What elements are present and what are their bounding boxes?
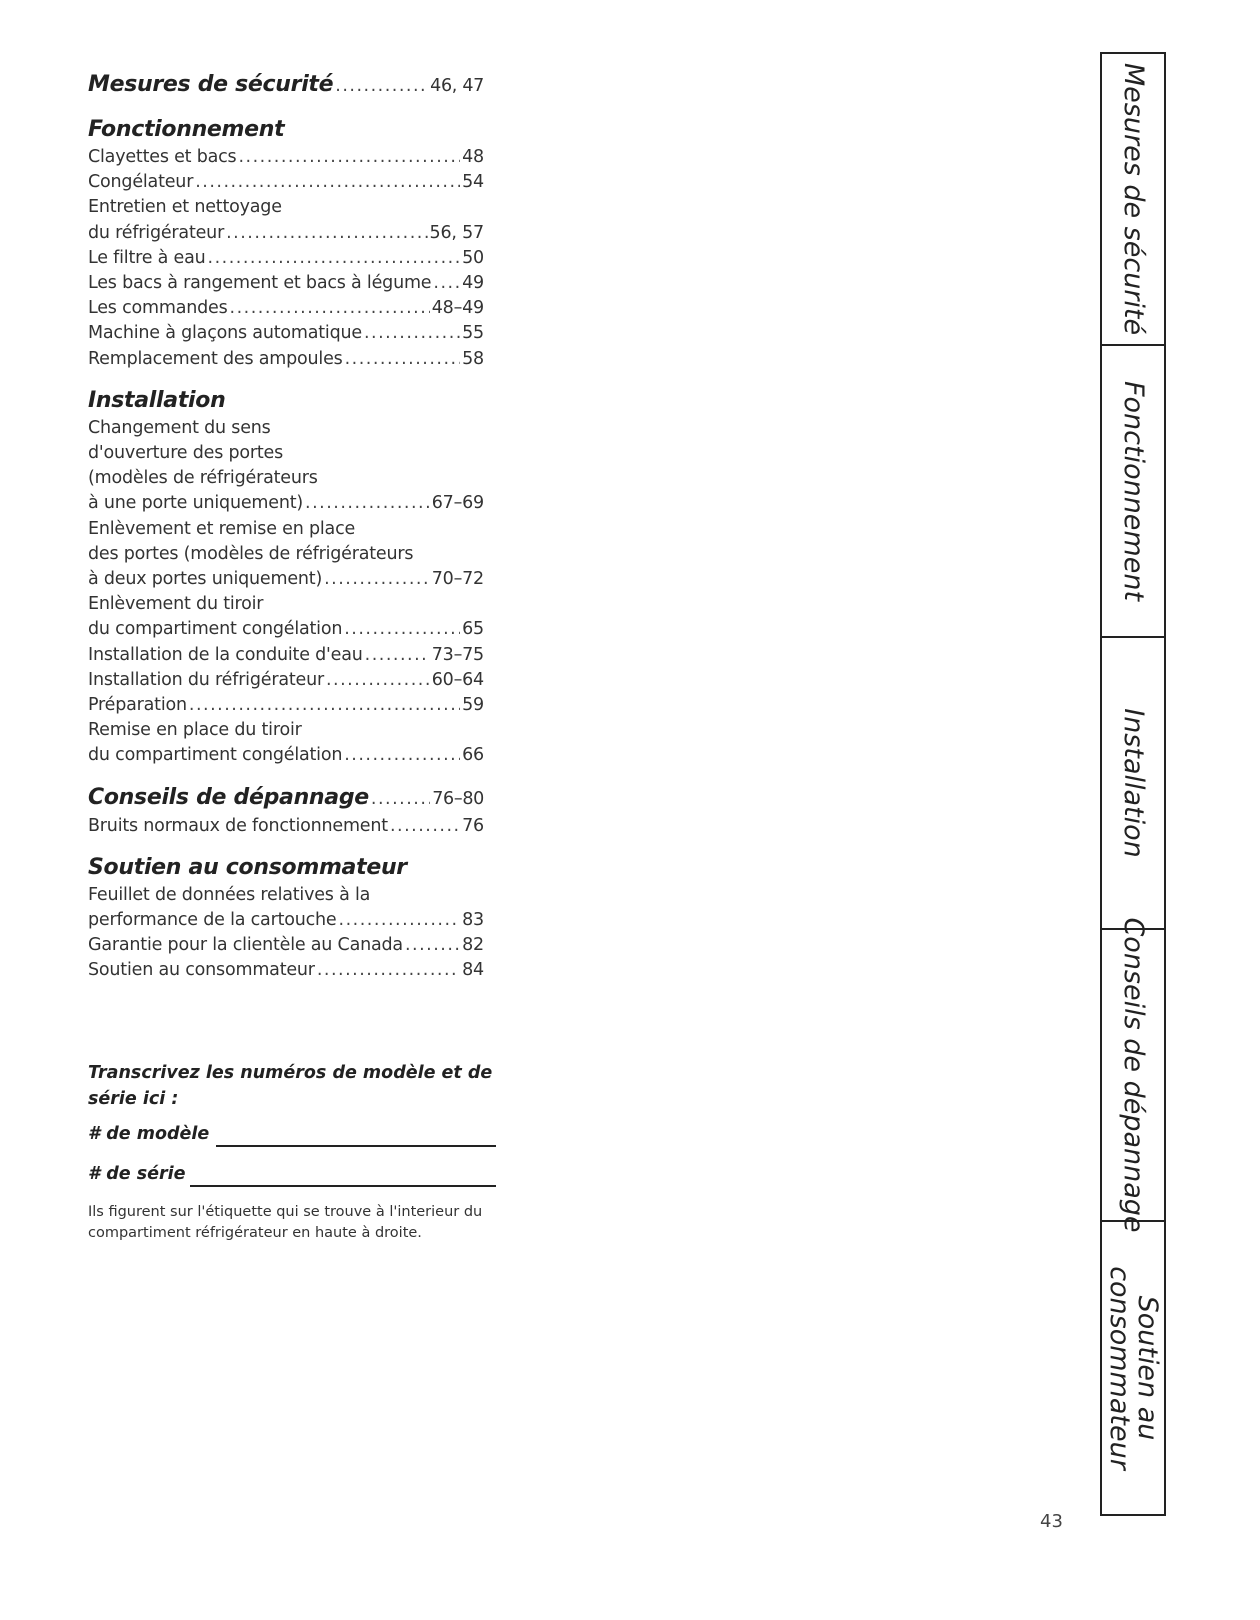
toc-heading-safety[interactable] — [88, 70, 484, 101]
toc-entry — [88, 416, 484, 441]
toc-entry-label: Enlèvement du tiroir — [88, 594, 264, 615]
toc-page-ref: 67–69 — [431, 493, 484, 514]
dot-leader — [339, 908, 461, 933]
toc-entry — [88, 441, 484, 466]
toc-page-ref: 82 — [462, 935, 484, 956]
tab-label — [1105, 1266, 1161, 1470]
toc-page-ref: 48 — [462, 147, 484, 167]
toc-entry[interactable] — [88, 643, 484, 668]
toc-entry-label: performance de la cartouche — [88, 910, 337, 931]
dot-leader — [238, 145, 460, 170]
toc-heading-troubleshooting[interactable] — [88, 783, 484, 814]
model-number-row — [88, 1118, 528, 1152]
dot-leader — [371, 784, 430, 814]
tab-safety[interactable] — [1102, 54, 1164, 346]
model-number-label: # de modèle — [88, 1124, 210, 1144]
tab-label-line: Mesures de sécurité — [1118, 62, 1149, 336]
toc-entry[interactable] — [88, 693, 484, 718]
toc-entry-list — [88, 416, 484, 769]
dot-leader — [317, 958, 460, 983]
toc-entry[interactable] — [88, 743, 484, 768]
toc-page-ref: 76–80 — [432, 788, 484, 809]
dot-leader — [195, 170, 460, 195]
toc-page-ref: 58 — [462, 348, 484, 369]
toc-entry[interactable] — [88, 271, 484, 296]
dot-leader — [335, 71, 428, 101]
toc-entry[interactable] — [88, 617, 484, 642]
toc-entry-list — [88, 883, 484, 984]
toc-page-ref: 59 — [462, 695, 484, 716]
toc-page-ref: 83 — [462, 910, 484, 931]
dot-leader — [365, 643, 430, 668]
toc-entry — [88, 466, 484, 491]
toc-entry[interactable] — [88, 958, 484, 983]
dot-leader — [390, 814, 460, 839]
toc-page-ref: 54 — [462, 172, 484, 193]
toc-entry-list — [88, 145, 484, 372]
tab-label-line: Conseils de dépannage — [1118, 917, 1149, 1233]
toc-entry[interactable] — [88, 221, 484, 246]
toc-entry-label: Congélateur — [88, 172, 194, 193]
toc-page-ref: 50 — [462, 247, 484, 268]
toc-entry — [88, 592, 484, 617]
toc-entry-label: Les commandes — [88, 298, 228, 319]
toc-section-consumer — [88, 853, 484, 984]
tab-label-line: Installation — [1118, 708, 1149, 858]
toc-entry[interactable] — [88, 933, 484, 958]
serial-number-row — [88, 1158, 528, 1192]
toc-entry-label: Machine à glaçons automatique — [88, 323, 362, 344]
record-note: Ils figurent sur l'étiquette qui se trouve à l'interieur du compartiment réfrigérateur en haute à droite. — [88, 1204, 483, 1241]
toc-entry[interactable] — [88, 908, 484, 933]
toc-entry-label: Changement du sens — [88, 417, 271, 438]
toc-section-troubleshooting — [88, 783, 484, 839]
dot-leader — [364, 321, 460, 346]
toc-section-operating — [88, 115, 484, 372]
model-serial-record — [88, 1060, 528, 1244]
dot-leader — [230, 296, 430, 321]
toc-page-ref: 48–49 — [431, 298, 484, 319]
table-of-contents — [88, 70, 484, 998]
dot-leader — [345, 347, 461, 372]
toc-entry-label: Garantie pour la clientèle au Canada — [88, 935, 403, 956]
toc-entry-label: à deux portes uniquement) — [88, 569, 323, 590]
toc-page-ref: 56, 57 — [429, 222, 484, 243]
toc-entry — [88, 542, 484, 567]
toc-heading-label: Soutien au consommateur — [88, 854, 407, 880]
toc-entry-label: du réfrigérateur — [88, 222, 225, 243]
dot-leader — [189, 693, 460, 718]
toc-entry[interactable] — [88, 246, 484, 271]
tab-label-line: Fonctionnement — [1118, 380, 1149, 602]
dot-leader — [226, 221, 427, 246]
toc-entry — [88, 883, 484, 908]
toc-entry-label: Enlèvement et remise en place — [88, 518, 356, 539]
toc-entry-label: à une porte uniquement) — [88, 493, 304, 514]
toc-heading-label: Mesures de sécurité — [88, 72, 334, 97]
toc-page-ref: 55 — [462, 323, 484, 344]
toc-entry-list — [88, 814, 484, 839]
dot-leader — [324, 567, 430, 592]
toc-heading-installation[interactable] — [88, 386, 484, 416]
toc-entry — [88, 517, 484, 542]
toc-heading-label: Conseils de dépannage — [88, 784, 369, 810]
dot-leader — [344, 743, 460, 768]
toc-entry-label: Remise en place du tiroir — [88, 720, 302, 741]
toc-entry-label: Entretien et nettoyage — [88, 197, 282, 218]
toc-page-ref: 76 — [462, 815, 484, 836]
serial-number-label: # de série — [88, 1164, 186, 1184]
section-tabs — [1100, 52, 1166, 1516]
tab-label — [1119, 381, 1147, 601]
toc-entry-label: Les bacs à rangement et bacs à légume — [88, 273, 432, 294]
toc-entry[interactable] — [88, 668, 484, 693]
tab-troubleshooting[interactable] — [1102, 917, 1164, 1233]
toc-entry[interactable] — [88, 347, 484, 372]
toc-section-installation — [88, 386, 484, 769]
tab-label-line: consommateur — [1104, 1266, 1135, 1470]
toc-entry-label: Installation du réfrigérateur — [88, 669, 324, 690]
toc-entry-label: Remplacement des ampoules — [88, 348, 343, 369]
toc-entry-label: du compartiment congélation — [88, 745, 343, 766]
tab-label — [1119, 63, 1147, 335]
dot-leader — [344, 617, 460, 642]
tab-label — [1119, 708, 1147, 858]
dot-leader — [405, 933, 460, 958]
dot-leader — [326, 668, 430, 693]
page-number: 43 — [1040, 1511, 1063, 1532]
toc-page-ref: 49 — [462, 273, 484, 294]
toc-entry-label: d'ouverture des portes — [88, 443, 284, 464]
dot-leader — [433, 271, 460, 296]
record-title: Transcrivez les numéros de modèle et de série ici : — [88, 1063, 493, 1109]
toc-page-ref: 66 — [462, 745, 484, 766]
toc-heading-consumer[interactable] — [88, 853, 484, 883]
tab-label — [1119, 917, 1147, 1232]
toc-heading-operating[interactable] — [88, 115, 484, 145]
toc-page-ref: 60–64 — [431, 669, 484, 690]
serial-number-line[interactable] — [190, 1185, 496, 1187]
dot-leader — [305, 491, 430, 516]
toc-section-safety — [88, 70, 484, 101]
toc-entry-label: Préparation — [88, 695, 187, 716]
toc-entry — [88, 718, 484, 743]
toc-entry-label: Feuillet de données relatives à la — [88, 884, 371, 905]
toc-entry[interactable] — [88, 491, 484, 516]
toc-page-ref: 70–72 — [431, 569, 484, 590]
toc-entry[interactable] — [88, 321, 484, 346]
dot-leader — [208, 246, 461, 271]
toc-entry-label: Installation de la conduite d'eau — [88, 644, 363, 665]
tab-operating[interactable] — [1102, 346, 1164, 638]
toc-entry[interactable] — [88, 296, 484, 321]
toc-entry-label: Bruits normaux de fonctionnement — [88, 815, 388, 836]
toc-entry-label: des portes (modèles de réfrigérateurs — [88, 543, 414, 564]
toc-page-ref: 84 — [462, 960, 484, 981]
toc-heading-label: Fonctionnement — [88, 117, 285, 142]
model-number-line[interactable] — [216, 1145, 496, 1147]
toc-entry — [88, 195, 484, 220]
tab-installation[interactable] — [1102, 638, 1164, 930]
toc-heading-label: Installation — [88, 387, 226, 413]
toc-page-ref: 73–75 — [431, 644, 484, 665]
toc-entry-label: Soutien au consommateur — [88, 960, 315, 981]
toc-entry[interactable] — [88, 567, 484, 592]
toc-page-ref: 46, 47 — [430, 76, 484, 96]
tab-consumer[interactable] — [1102, 1222, 1164, 1514]
toc-entry[interactable] — [88, 170, 484, 195]
toc-entry-label: (modèles de réfrigérateurs — [88, 468, 318, 489]
toc-entry-label: Clayettes et bacs — [88, 147, 237, 167]
toc-entry-label: Le filtre à eau — [88, 247, 206, 268]
toc-entry[interactable] — [88, 814, 484, 839]
toc-entry[interactable] — [88, 145, 484, 170]
toc-entry-label: du compartiment congélation — [88, 619, 343, 640]
toc-page-ref: 65 — [462, 619, 484, 640]
tab-label-line: Soutien au — [1132, 1295, 1163, 1441]
